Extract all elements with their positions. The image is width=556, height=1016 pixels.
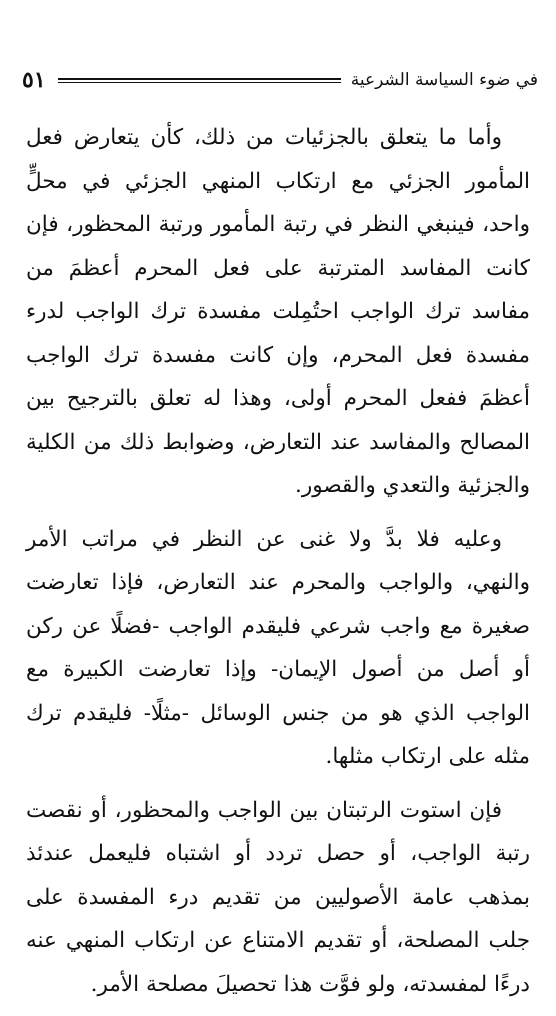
paragraph: فإن استوت الرتبتان بين الواجب والمحظور، أو نقصت رتبة الواجب، أو حصل تردد أو اشتباه فليعمل عندئذ بمذهب عامة الأصوليين من تقديم درء المفسدة على جلب المصلحة، أو تقديم الامتناع عن ارتكاب المنهي عنه درءًا لمفسدته، ولو فوَّت هذا تحصيلَ مصلحة الأمر. (26, 797, 530, 997)
paragraph: وعليه فلا بدَّ ولا غنى عن النظر في مراتب الأمر والنهي، والواجب والمحرم عند التعارض، فإذا تعارضت صغيرة مع واجب شرعي فليقدم الواجب -فضلًا عن ركن أو أصل من أصول الإيمان- وإذا تعارضت الكبيرة مع الواجب الذي هو من جنس الوسائل -مثلًا- فليقدم ترك مثله على ارتكاب مثلها. (26, 526, 530, 769)
paragraph: وأما ما يتعلق بالجزئيات من ذلك، كأن يتعارض فعل المأمور الجزئي مع ارتكاب المنهي الجزئي في محلٍّ واحد، فينبغي النظر في رتبة المأمور ورتبة المحظور، فإن كانت المفاسد المترتبة على فعل المحرم أعظمَ من مفاسد ترك الواجب احتُمِلت مفسدة ترك الواجب لدرء مفسدة فعل المحرم، وإن كانت مفسدة ترك الواجب أعظمَ ففعل المحرم أولى، وهذا له تعلق بالترجيح بين المصالح والمفاسد عند التعارض، وضوابط ذلك من الكلية والجزئية والتعدي والقصور. (26, 125, 531, 498)
page-number: ٥١ (22, 67, 46, 93)
header-divider-line (58, 78, 341, 83)
running-header (22, 64, 538, 96)
body-text (26, 116, 530, 1016)
running-header-title: في ضوء السياسة الشرعية (350, 70, 538, 90)
